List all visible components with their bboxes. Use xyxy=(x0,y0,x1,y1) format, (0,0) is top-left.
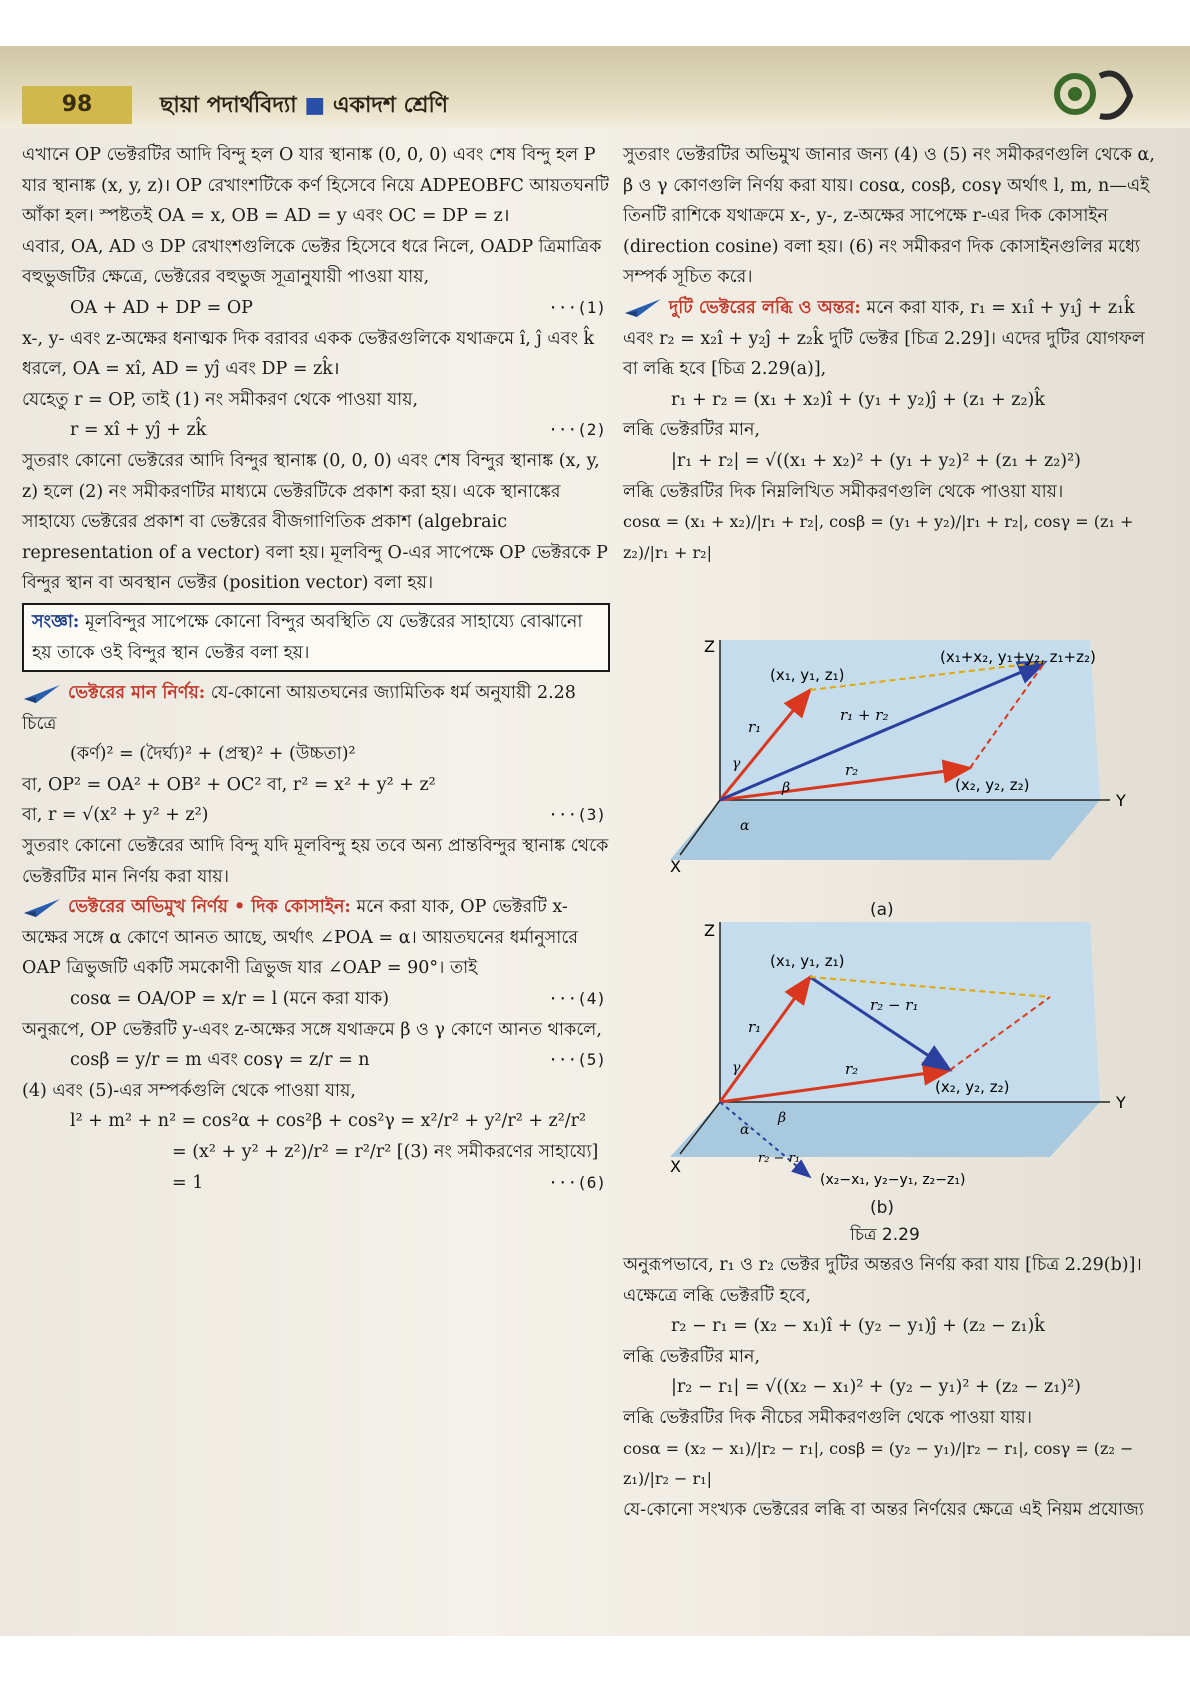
paragraph: যে-কোনো সংখ্যক ভেক্টরের লব্ধি বা অন্তর নির্ণয়ের ক্ষেত্রে এই নিয়ম প্রযোজ্য xyxy=(623,1499,1144,1520)
paragraph: লব্ধি ভেক্টরটির দিক নীচের সমীকরণগুলি থেকে পাওয়া যায়। xyxy=(623,1407,1032,1428)
paragraph: লব্ধি ভেক্টরটির দিক নিম্নলিখিত সমীকরণগুলি থেকে পাওয়া যায়। xyxy=(623,481,1064,502)
equation-sum-magnitude: |r₁ + r₂| = √((x₁ + x₂)² + (y₁ + y₂)² + (z₁ + z₂)²) xyxy=(671,450,1081,471)
definition-text: মূলবিন্দুর সাপেক্ষে কোনো বিন্দুর অবস্থিতি যে ভেক্টরের সাহায্যে বোঝানো হয় তাকে ওই বিন্দুর স্থান ভেক্টর বলা হয়। xyxy=(32,611,583,663)
equation-diff-direction: cosα = (x₂ − x₁)/|r₂ − r₁|, cosβ = (y₂ − y₁)/|r₂ − r₁|, cosγ = (z₂ − z₁)/|r₂ − r₁| xyxy=(623,1438,1134,1489)
equation-diff-magnitude: |r₂ − r₁| = √((x₂ − x₁)² + (y₂ − y₁)² + (z₂ − z₁)²) xyxy=(671,1377,1081,1398)
equation-1: OA + AD + DP = OP ···(1) xyxy=(22,293,610,324)
equation-5: cosβ = y/r = m এবং cosγ = z/r = n ···(5) xyxy=(22,1045,610,1076)
figure-b-caption: (b) xyxy=(870,1198,895,1218)
beta-label: β xyxy=(778,1110,787,1126)
equation-number: ···(6) xyxy=(548,1172,606,1192)
gamma-label: γ xyxy=(732,1060,741,1076)
paragraph: অনুরূপে, OP ভেক্টরটি y-এবং z-অক্ষের সঙ্গে যথাক্রমে β ও γ কোণে আনত থাকলে, xyxy=(22,1019,602,1040)
paragraph: সুতরাং কোনো ভেক্টরের আদি বিন্দু যদি মূলবিন্দু হয় তবে অন্য প্রান্তবিন্দুর স্থানাঙ্ক থেকে ভেক্টরটির মান নির্ণয় করা যায়। xyxy=(22,836,609,887)
point-diff-label: (x₂−x₁, y₂−y₁, z₂−z₁) xyxy=(820,1172,966,1188)
figure-a-caption: (a) xyxy=(870,900,894,920)
equation-number: ···(3) xyxy=(548,805,606,825)
equation-number: ···(4) xyxy=(548,989,606,1009)
equation-3c: বা, r = √(x² + y² + z²) ···(3) xyxy=(22,800,610,831)
paragraph: (4) এবং (5)-এর সম্পর্কগুলি থেকে পাওয়া যায়, xyxy=(22,1080,356,1101)
vector-diff-label: r₂ − r₁ xyxy=(870,996,919,1014)
vector-sum-label: r₁ + r₂ xyxy=(840,706,889,724)
gamma-label: γ xyxy=(732,756,741,772)
class-label: একাদশ শ্রেণি xyxy=(332,93,449,118)
paragraph: x-, y- এবং z-অক্ষের ধনাত্মক দিক বরাবর একক ভেক্টরগুলিকে যথাক্রমে î, ĵ এবং k̂ ধরলে, OA = xî, AD = yĵ এবং DP = zk̂। xyxy=(22,328,595,380)
equation-3a: (কর্ণ)² = (দৈর্ঘ্য)² + (প্রস্থ)² + (উচ্চতা)² xyxy=(70,744,356,765)
vector-r1-label: r₁ xyxy=(748,718,762,736)
section-heading-resultant: দুটি ভেক্টরের লব্ধি ও অন্তর: মনে করা যাক, r₁ = x₁î + y₁ĵ + z₁k̂ এবং r₂ = x₂î + y₂ĵ + z₂k̂ দুটি ভেক্টর [চিত্র 2.29]। এদের দুটির যোগফল বা লব্ধি হবে [চিত্র 2.29(a)], xyxy=(623,297,1145,380)
axis-z-label: Z xyxy=(704,922,715,940)
separator-icon: ■ xyxy=(304,93,326,118)
paragraph: অনুরূপভাবে, r₁ ও r₂ ভেক্টর দুটির অন্তরও নির্ণয় করা যায় [চিত্র 2.29(b)]। এক্ষেত্রে লব্ধি ভেক্টরটি হবে, xyxy=(623,1255,1142,1306)
figure-caption: চিত্র 2.29 xyxy=(850,1225,920,1245)
point-1-label: (x₁, y₁, z₁) xyxy=(770,666,845,684)
vector-r2-label: r₂ xyxy=(845,761,859,779)
page-number: 98 xyxy=(22,86,132,124)
section-heading-magnitude: ভেক্টরের মান নির্ণয়: যে-কোনো আয়তঘনের জ্যামিতিক ধর্ম অনুযায়ী 2.28 চিত্রে xyxy=(22,683,576,734)
definition-label: সংজ্ঞা: xyxy=(32,611,80,632)
publisher-logo-icon xyxy=(1050,56,1140,126)
equation-6a: l² + m² + n² = cos²α + cos²β + cos²γ = x²/r² + y²/r² + z²/r² xyxy=(70,1111,587,1132)
point-1-label: (x₁, y₁, z₁) xyxy=(770,952,845,970)
equation-2: r = xî + yĵ + zk̂ ···(2) xyxy=(22,415,610,446)
paragraph: যেহেতু r = OP, তাই (1) নং সমীকরণ থেকে পাওয়া যায়, xyxy=(22,389,419,410)
right-column-top xyxy=(623,140,1163,568)
equation-number: ···(5) xyxy=(548,1050,606,1070)
axis-y-label: Y xyxy=(1116,791,1126,810)
section-heading-direction: ভেক্টরের অভিমুখ নির্ণয় • দিক কোসাইন: মনে করা যাক, OP ভেক্টরটি x-অক্ষের সঙ্গে α কোণে আনত আছে, অর্থাৎ ∠POA = α। আয়তঘনের ধর্মানুসারে OAP ত্রিভুজটি একটি সমকোণী ত্রিভুজ যার ∠OAP = 90°। তাই xyxy=(22,897,579,979)
paper-plane-icon xyxy=(22,683,62,705)
point-2-label: (x₂, y₂, z₂) xyxy=(935,1078,1010,1096)
equation-4: cosα = OA/OP = x/r = l (মনে করা যাক) ···(4) xyxy=(22,984,610,1015)
equation-6b: = (x² + y² + z²)/r² = r²/r² [(3) নং সমীকরণের সাহায্যে] xyxy=(172,1142,599,1162)
paragraph: লব্ধি ভেক্টরটির মান, xyxy=(623,1346,761,1367)
alpha-label: α xyxy=(740,818,750,834)
cube-floor xyxy=(670,800,1100,860)
equation-sum-direction: cosα = (x₁ + x₂)/|r₁ + r₂|, cosβ = (y₁ + y₂)/|r₁ + r₂|, cosγ = (z₁ + z₂)/|r₁ + r₂| xyxy=(623,512,1134,562)
running-title xyxy=(160,88,448,125)
axis-y-label: Y xyxy=(1116,1093,1126,1112)
equation-number: ···(1) xyxy=(548,297,606,317)
vector-r2-label: r₂ xyxy=(845,1060,859,1078)
paragraph: লব্ধি ভেক্টরটির মান, xyxy=(623,420,761,441)
book-title: ছায়া পদার্থবিদ্যা xyxy=(160,93,297,118)
paragraph: সুতরাং ভেক্টরটির অভিমুখ জানার জন্য (4) ও (5) নং সমীকরণগুলি থেকে α, β ও γ কোণগুলি নির্ণয় করা যায়। cosα, cosβ, cosγ অর্থাৎ l, m, n—এই তিনটি রাশিকে যথাক্রমে x-, y-, z-অক্ষের সাপেক্ষে r-এর দিক কোসাইন (direction cosine) বলা হয়। (6) নং সমীকরণ দিক কোসাইনগুলির মধ্যে সম্পর্ক সূচিত করে। xyxy=(623,145,1155,288)
equation-diff: r₂ − r₁ = (x₂ − x₁)î + (y₂ − y₁)ĵ + (z₂ − z₁)k̂ xyxy=(671,1316,1045,1337)
right-column-bottom xyxy=(623,1250,1163,1525)
equation-3b: বা, OP² = OA² + OB² + OC² বা, r² = x² + y² + z² xyxy=(22,774,436,795)
cube-floor xyxy=(670,1102,1100,1157)
point-sum-label: (x₁+x₂, y₁+y₂, z₁+z₂) xyxy=(940,648,1096,666)
paper-plane-icon xyxy=(623,297,663,319)
equation-sum: r₁ + r₂ = (x₁ + x₂)î + (y₁ + y₂)ĵ + (z₁ + z₂)k̂ xyxy=(671,389,1045,410)
alpha-label: α xyxy=(740,1122,750,1138)
vector-diff-origin-label: r₂ − r₁ xyxy=(758,1151,801,1166)
definition-box xyxy=(22,603,610,672)
vector-r1-label: r₁ xyxy=(748,1018,762,1036)
axis-x-label: X xyxy=(670,1157,681,1176)
axis-z-label: Z xyxy=(704,640,715,656)
paragraph: এখানে OP ভেক্টরটির আদি বিন্দু হল O যার স্থানাঙ্ক (0, 0, 0) এবং শেষ বিন্দু হল P যার স্থানাঙ্ক (x, y, z)। OP রেখাংশটিকে কর্ণ হিসেবে নিয়ে ADPEOBFC আয়তঘনটি আঁকা হল। স্পষ্টতই OA = x, OB = AD = y এবং OC = DP = z। xyxy=(22,145,610,227)
beta-label: β xyxy=(782,780,791,796)
paper-plane-icon xyxy=(22,897,62,919)
equation-6c: = 1 ···(6) xyxy=(22,1168,610,1199)
point-2-label: (x₂, y₂, z₂) xyxy=(955,776,1030,794)
paragraph: এবার, OA, AD ও DP রেখাংশগুলিকে ভেক্টর হিসেবে ধরে নিলে, OADP ত্রিমাত্রিক বহুভুজটির ক্ষেত্রে, ভেক্টরের বহুভুজ সূত্রানুযায়ী পাওয়া যায়, xyxy=(22,236,602,288)
left-column xyxy=(22,140,610,1198)
paragraph: সুতরাং কোনো ভেক্টরের আদি বিন্দুর স্থানাঙ্ক (0, 0, 0) এবং শেষ বিন্দুর স্থানাঙ্ক (x, y, z) হলে (2) নং সমীকরণটির মাধ্যমে ভেক্টরটিকে প্রকাশ করা হয়। একে স্থানাঙ্কের সাহায্যে ভেক্টরের প্রকাশ বা ভেক্টরের বীজগাণিতিক প্রকাশ (algebraic representation of a vector) বলা হয়। মূলবিন্দু O-এর সাপেক্ষে OP ভেক্টরকে P বিন্দুর স্থান বা অবস্থান ভেক্টর (position vector) বলা হয়। xyxy=(22,450,608,594)
figure-2-29-b xyxy=(670,922,1140,1192)
figure-2-29-a xyxy=(670,640,1140,900)
axis-x-label: X xyxy=(670,857,681,876)
equation-number: ···(2) xyxy=(548,420,606,440)
